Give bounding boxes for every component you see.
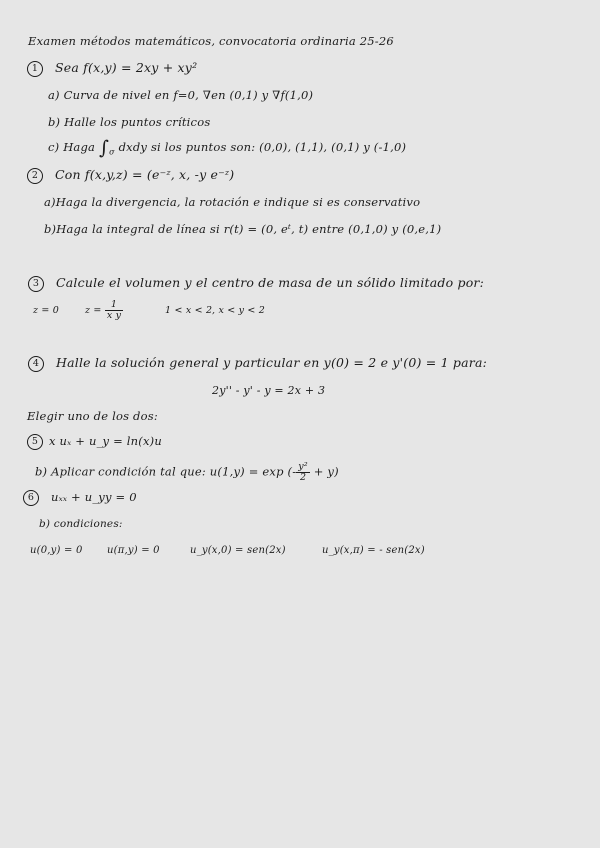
problem-1	[27, 60, 197, 77]
bound-z-low: z = 0	[33, 305, 60, 316]
bound-y-range: , x < y < 2	[212, 305, 266, 316]
fraction: $\frac{1}{\text{x y}}$	[106, 299, 122, 321]
problem-equation: uₓₓ + u_yy = 0	[51, 490, 137, 504]
problem-2-part-a: a)Haga la divergencia, la rotación e indique si es conservativo	[44, 195, 421, 209]
problem-number: 1	[27, 61, 43, 77]
ode-equation: 2y'' - y' - y = 2x + 3	[212, 384, 326, 397]
fraction: $\frac{\text{y²}}{2}$	[298, 461, 308, 483]
problem-number: 4	[28, 356, 44, 372]
condition: u_y(x,0) = sen(2x)	[190, 545, 286, 556]
problem-2	[27, 167, 234, 184]
problem-6-part-b: b) condiciones:	[39, 518, 123, 530]
problem-statement: Con f(x,y,z) = (e⁻ᶻ, x, -y e⁻ᶻ)	[55, 167, 235, 182]
problem-1-part-a: a) Curva de nivel en f=0, ∇en (0,1) y ∇f(1,0)	[48, 88, 314, 102]
problem-3	[28, 275, 484, 292]
bound-z-high: z = $\frac{1}{\text{x y}}$	[85, 299, 122, 321]
problem-5	[27, 434, 162, 450]
problem-number: 3	[28, 276, 44, 292]
exam-title: Examen métodos matemáticos, convocatoria ordinaria 25-26	[28, 34, 394, 48]
problem-statement: Sea f(x,y) = 2xy + xy²	[55, 60, 198, 75]
condition: u(0,y) = 0	[30, 545, 83, 556]
problem-statement: Halle la solución general y particular en y(0) = 2 e y'(0) = 1 para:	[56, 355, 488, 370]
problem-number: 5	[27, 434, 43, 450]
integral-sign: ∫	[98, 137, 110, 159]
problem-6	[23, 490, 137, 506]
choose-instruction: Elegir uno de los dos:	[27, 409, 158, 423]
problem-5-part-b: b) Aplicar condición tal que: u(1,y) = exp (- $\frac{\text{y²}}{2}$ + y)	[35, 461, 339, 483]
problem-equation: x uₓ + u_y = ln(x)u	[49, 434, 162, 448]
problem-number: 6	[23, 490, 39, 506]
problem-statement: Calcule el volumen y el centro de masa de un sólido limitado por:	[56, 275, 485, 290]
problem-2-part-b: b)Haga la integral de línea si r(t) = (0, eᵗ, t) entre (0,1,0) y (0,e,1)	[44, 222, 442, 236]
problem-1-part-b: b) Halle los puntos críticos	[48, 115, 211, 129]
bound-x-range: 1 < x < 2	[165, 305, 213, 316]
problem-4	[28, 355, 487, 372]
problem-1-part-c: c) Haga $\int_\sigma$ dxdy si los puntos son: (0,0), (1,1), (0,1) y (-1,0)	[48, 137, 407, 159]
problem-number: 2	[27, 168, 43, 184]
condition: u_y(x,π) = - sen(2x)	[322, 545, 425, 556]
condition: u(π,y) = 0	[107, 545, 160, 556]
